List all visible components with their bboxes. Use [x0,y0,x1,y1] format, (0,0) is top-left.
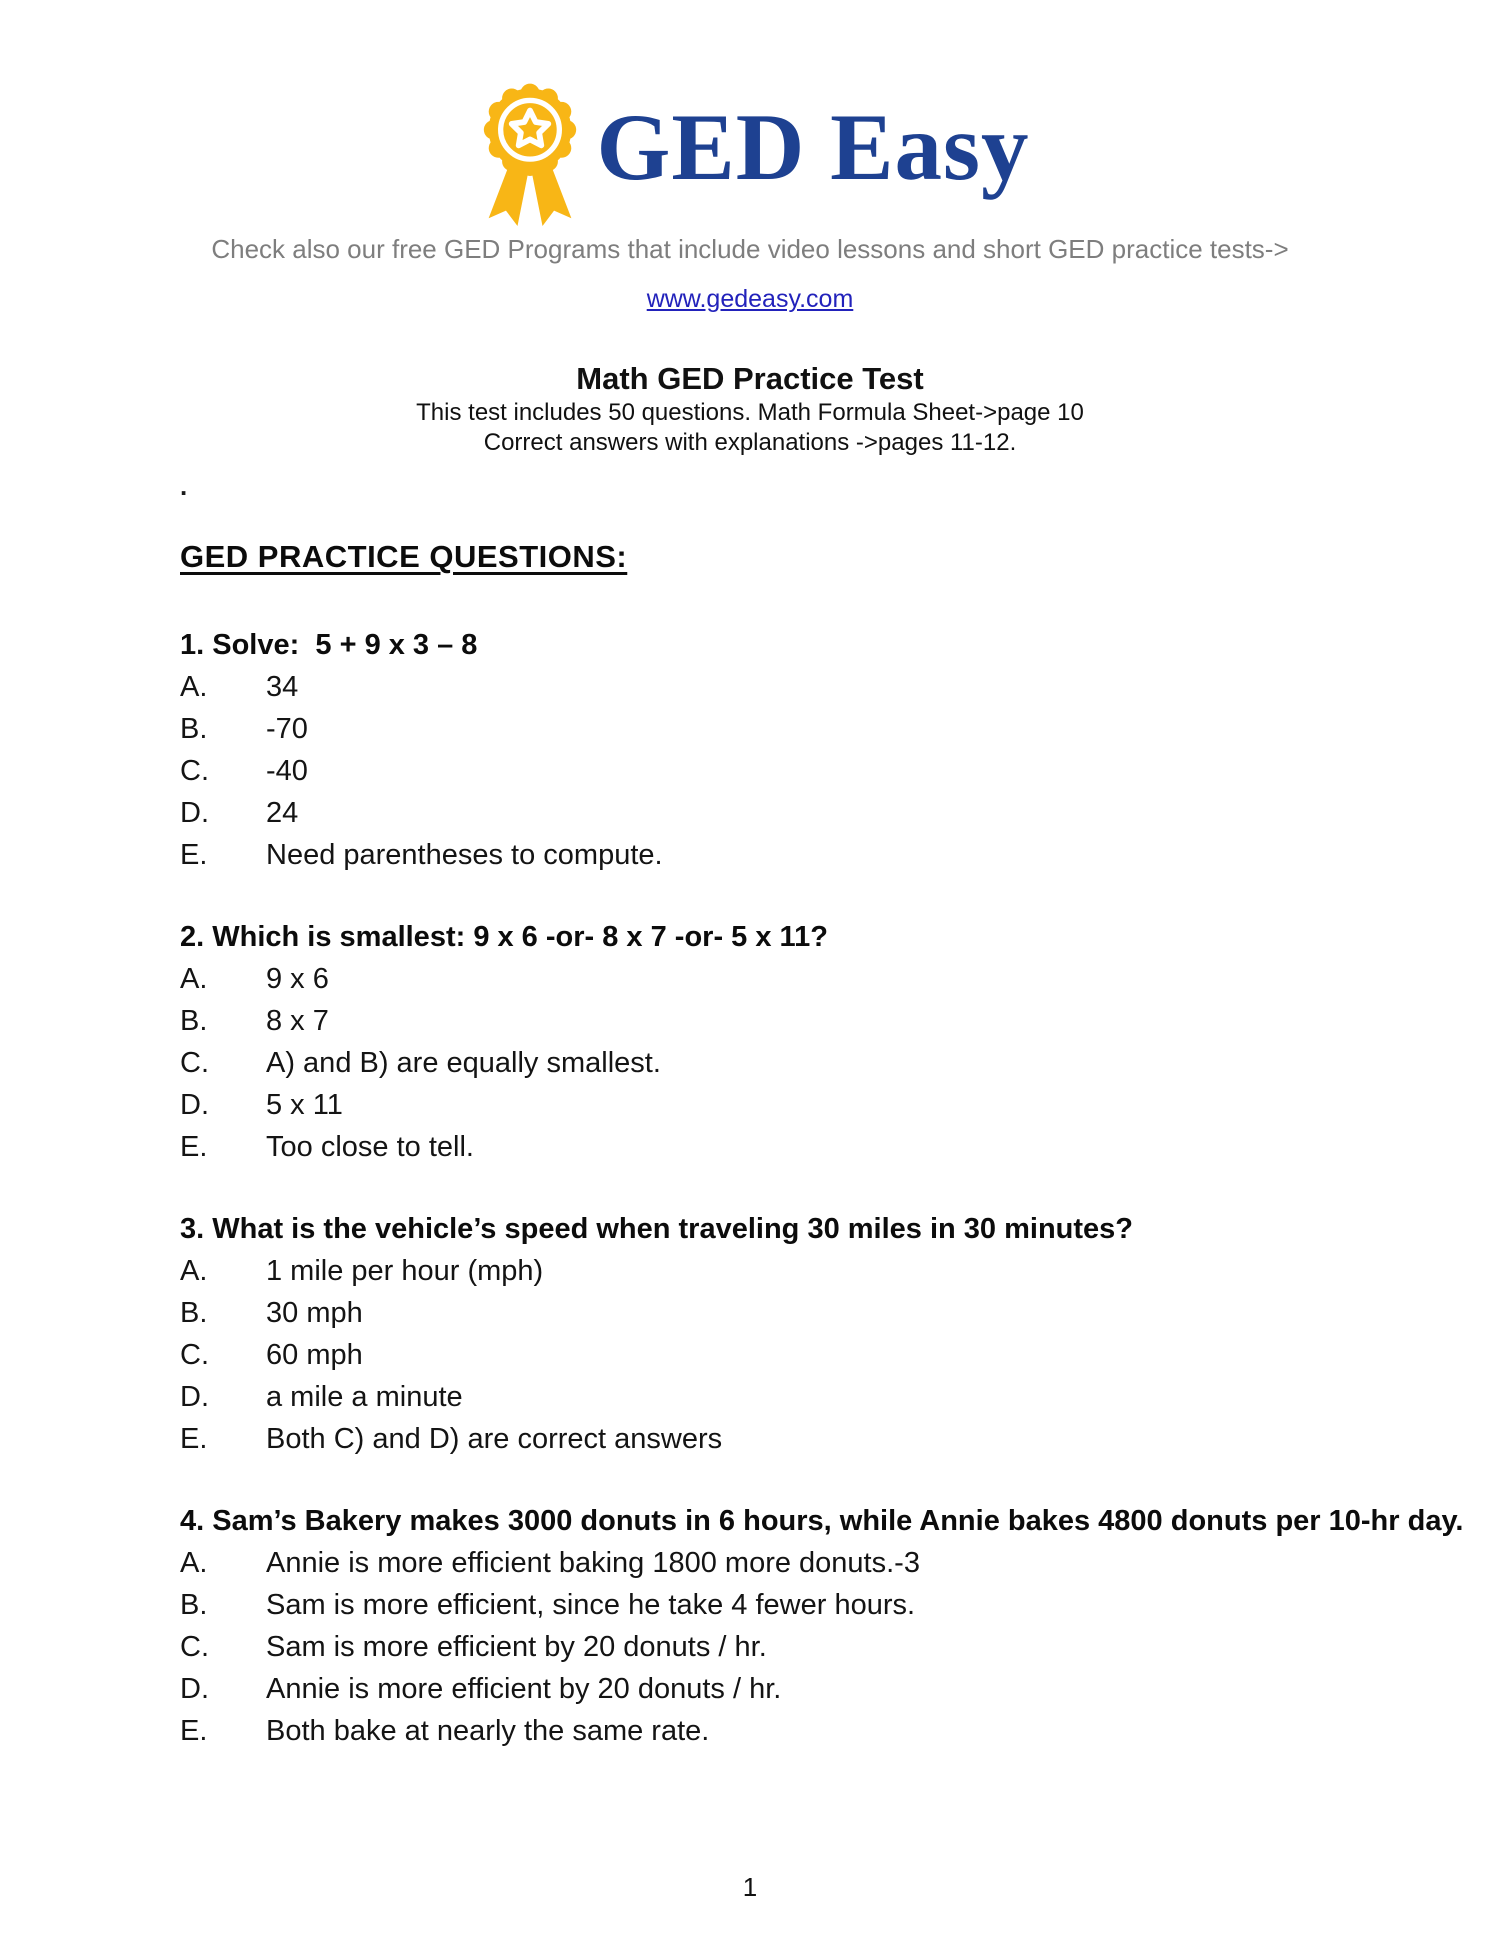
question-block [0,624,1500,876]
option-letter: A. [180,1255,208,1287]
option-text: 30 mph [266,1297,363,1329]
question-block [0,1208,1500,1460]
page-title: Math GED Practice Test [576,361,924,396]
subtitle-line-1: This test includes 50 questions. Math Formula Sheet->page 10 [416,399,1084,426]
option-text: 24 [266,797,299,829]
option-row [180,1710,1500,1752]
option-text: 1 mile per hour (mph) [266,1255,544,1287]
option-row [180,1626,1500,1668]
brand-name: GED Easy [596,94,1030,200]
option-text: Both bake at nearly the same rate. [266,1715,710,1747]
option-letter: E. [180,1423,208,1455]
stray-dot: . [180,471,188,501]
section-heading-text: GED PRACTICE QUESTIONS: [180,539,628,574]
option-text: 5 x 11 [266,1089,343,1121]
question-title: 2. Which is smallest: 9 x 6 -or- 8 x 7 -or- 5 x 11? [180,921,828,953]
question-block [0,1500,1500,1752]
option-letter: A. [180,963,208,995]
option-row [180,1250,1500,1292]
option-text: A) and B) are equally smallest. [266,1047,661,1079]
option-letter: E. [180,839,208,871]
option-text: Sam is more efficient by 20 donuts / hr. [266,1631,767,1663]
option-letter: D. [180,797,209,829]
option-letter: C. [180,1047,209,1079]
option-letter: D. [180,1673,209,1705]
award-badge-icon [471,74,589,226]
option-row [180,1084,1500,1126]
option-letter: E. [180,1715,208,1747]
option-text: Too close to tell. [266,1131,474,1163]
option-letter: D. [180,1381,209,1413]
option-row [180,708,1500,750]
subtitle-line-2: Correct answers with explanations ->pages 11-12. [483,429,1017,456]
option-letter: A. [180,671,208,703]
question-title: 3. What is the vehicle’s speed when traveling 30 miles in 30 minutes? [180,1213,1134,1245]
option-text: 8 x 7 [266,1005,329,1037]
option-letter: C. [180,1631,209,1663]
option-row [180,1668,1500,1710]
option-letter: B. [180,713,208,745]
option-row [180,792,1500,834]
option-letter: A. [180,1547,208,1579]
option-row [180,834,1500,876]
question-title: 1. Solve: 5 + 9 x 3 – 8 [180,629,478,661]
option-letter: D. [180,1089,209,1121]
option-row [180,1000,1500,1042]
option-row [180,666,1500,708]
option-text: 9 x 6 [266,963,329,995]
website-link-line [0,284,1500,318]
section-heading [0,536,1500,578]
page-number: 1 [742,1872,758,1902]
question-title: 4. Sam’s Bakery makes 3000 donuts in 6 hours, while Annie bakes 4800 donuts per 10-hr day. [180,1505,1464,1537]
option-text: 60 mph [266,1339,363,1371]
option-row [180,1584,1500,1626]
option-row [180,1376,1500,1418]
option-text: Sam is more efficient, since he take 4 fewer hours. [266,1589,916,1621]
option-row [180,1542,1500,1584]
option-text: a mile a minute [266,1381,463,1413]
option-text: Both C) and D) are correct answers [266,1423,723,1455]
option-row [180,1292,1500,1334]
option-letter: E. [180,1131,208,1163]
option-text: -70 [266,713,308,745]
option-text: Annie is more efficient by 20 donuts / hr. [266,1673,782,1705]
option-letter: B. [180,1005,208,1037]
option-row [180,1334,1500,1376]
option-letter: C. [180,1339,209,1371]
option-row [180,1418,1500,1460]
option-letter: B. [180,1297,208,1329]
option-text: 34 [266,671,299,703]
option-row [180,1042,1500,1084]
option-row [180,750,1500,792]
promo-text: Check also our free GED Programs that include video lessons and short GED practice tests-> [211,234,1289,264]
option-text: Need parentheses to compute. [266,839,663,871]
option-text: -40 [266,755,308,787]
logo [0,0,1500,230]
website-link[interactable]: www.gedeasy.com [646,285,854,313]
option-row [180,958,1500,1000]
option-letter: B. [180,1589,208,1621]
option-letter: C. [180,755,209,787]
option-row [180,1126,1500,1168]
question-list [0,624,1500,1752]
question-block [0,916,1500,1168]
option-text: Annie is more efficient baking 1800 more donuts.-3 [266,1547,920,1579]
